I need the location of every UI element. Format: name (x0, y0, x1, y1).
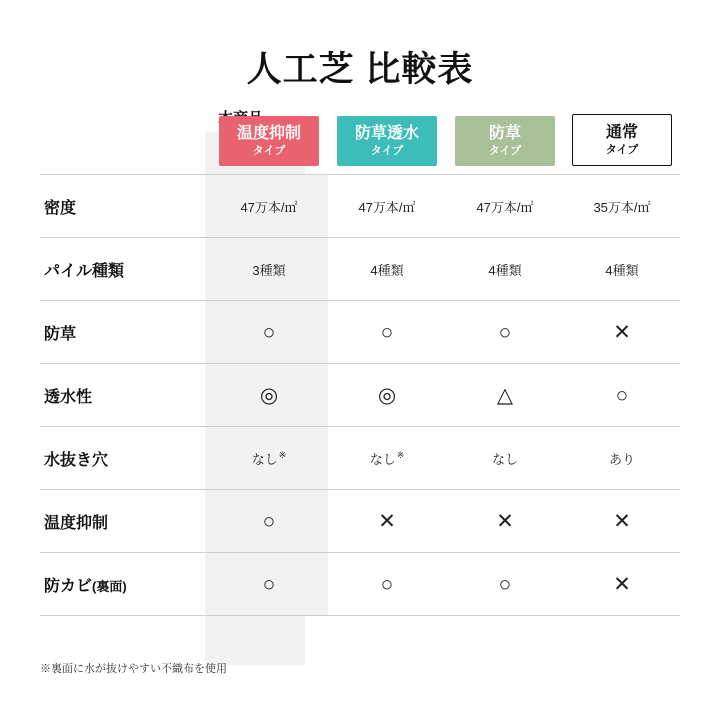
row-label-text: 温度抑制 (44, 514, 109, 532)
rating-symbol: ✕ (613, 509, 631, 533)
rating-symbol: ○ (498, 320, 512, 344)
row-label (40, 490, 210, 553)
cell-2-1 (328, 301, 446, 364)
row-label (40, 427, 210, 490)
cell-6-2 (446, 553, 564, 616)
page-title: 人工芝 比較表 (246, 50, 474, 89)
cell-4-1 (328, 427, 446, 490)
cell-3-3 (564, 364, 680, 427)
cell-value: 47万本/㎡ (476, 199, 534, 215)
cell-3-1 (328, 364, 446, 427)
cell-value: なし (251, 451, 278, 467)
rating-symbol: ✕ (378, 509, 396, 533)
cell-value: なし (369, 451, 396, 467)
row-label-text: 密度 (44, 199, 77, 217)
column-header-subtitle-0: タイプ (252, 145, 286, 158)
column-header-1 (328, 114, 446, 175)
row-label (40, 301, 210, 364)
cell-1-2 (446, 238, 564, 301)
cell-6-1 (328, 553, 446, 616)
row-label (40, 553, 210, 616)
column-header-0 (210, 114, 328, 175)
cell-0-2 (446, 175, 564, 238)
cell-value: 35万本/㎡ (593, 199, 651, 215)
row-label (40, 238, 210, 301)
cell-4-2 (446, 427, 564, 490)
rating-symbol: ○ (262, 509, 276, 533)
cell-6-3 (564, 553, 680, 616)
row-label-text: 防草 (44, 325, 77, 343)
cell-value: 4種類 (488, 262, 522, 278)
cell-0-1 (328, 175, 446, 238)
header-row (40, 114, 680, 175)
row-label-text: パイル種類 (44, 262, 125, 280)
rating-symbol: ◎ (259, 383, 279, 407)
cell-1-1 (328, 238, 446, 301)
cell-4-0 (210, 427, 328, 490)
rating-symbol: ✕ (613, 572, 631, 596)
table-row (40, 364, 680, 427)
column-header-2 (446, 114, 564, 175)
table-header (40, 114, 680, 175)
cell-value: なし (491, 451, 518, 467)
cell-value: 47万本/㎡ (240, 199, 298, 215)
rating-symbol: ○ (615, 383, 629, 407)
footnote-text: ※裏面に水が抜けやすい不織布を使用 (40, 663, 227, 675)
cell-value: 4種類 (605, 262, 639, 278)
cell-value: 3種類 (252, 262, 286, 278)
rating-symbol: ✕ (496, 509, 514, 533)
cell-3-2 (446, 364, 564, 427)
row-label-text: 防カビ (44, 577, 93, 595)
cell-1-0 (210, 238, 328, 301)
column-header-title-1: 防草透水 (354, 125, 419, 142)
column-header-subtitle-1: タイプ (370, 145, 404, 158)
table-row (40, 238, 680, 301)
row-label-sub: (裏面) (92, 578, 127, 594)
table-row (40, 490, 680, 553)
row-label (40, 175, 210, 238)
cell-5-1 (328, 490, 446, 553)
column-header-subtitle-2: タイプ (488, 145, 522, 158)
rating-symbol: △ (496, 383, 514, 407)
cell-value: 4種類 (370, 262, 404, 278)
cell-1-3 (564, 238, 680, 301)
rating-symbol: ○ (380, 572, 394, 596)
rating-symbol: ○ (498, 572, 512, 596)
column-header-3 (564, 114, 680, 175)
cell-value: あり (608, 451, 635, 467)
rating-symbol: ○ (262, 572, 276, 596)
cell-5-3 (564, 490, 680, 553)
column-header-title-2: 防草 (488, 125, 521, 142)
row-label-text: 透水性 (44, 388, 93, 406)
header-corner (40, 114, 210, 175)
cell-2-0 (210, 301, 328, 364)
cell-2-3 (564, 301, 680, 364)
cell-5-0 (210, 490, 328, 553)
row-label-text: 水抜き穴 (44, 451, 109, 469)
comparison-table (40, 114, 680, 616)
cell-6-0 (210, 553, 328, 616)
cell-3-0 (210, 364, 328, 427)
cell-4-3 (564, 427, 680, 490)
rating-symbol: ○ (262, 320, 276, 344)
column-header-box-2 (455, 116, 555, 166)
row-label (40, 364, 210, 427)
cell-5-2 (446, 490, 564, 553)
column-header-subtitle-3: タイプ (605, 144, 639, 157)
rating-symbol: ✕ (613, 320, 631, 344)
table-body (40, 175, 680, 616)
table-row (40, 301, 680, 364)
rating-symbol: ◎ (377, 383, 397, 407)
rating-symbol: ○ (380, 320, 394, 344)
footnote-marker: ※ (396, 450, 405, 461)
table-row (40, 175, 680, 238)
cell-0-3 (564, 175, 680, 238)
cell-value: 47万本/㎡ (358, 199, 416, 215)
column-header-title-0: 温度抑制 (236, 125, 301, 142)
footnote-marker: ※ (278, 450, 287, 461)
cell-0-0 (210, 175, 328, 238)
table-row (40, 553, 680, 616)
cell-2-2 (446, 301, 564, 364)
column-header-title-3: 通常 (605, 124, 638, 141)
table-row (40, 427, 680, 490)
column-header-box-1 (337, 116, 437, 166)
column-header-box-0 (219, 116, 319, 166)
column-header-box-3 (572, 114, 672, 166)
